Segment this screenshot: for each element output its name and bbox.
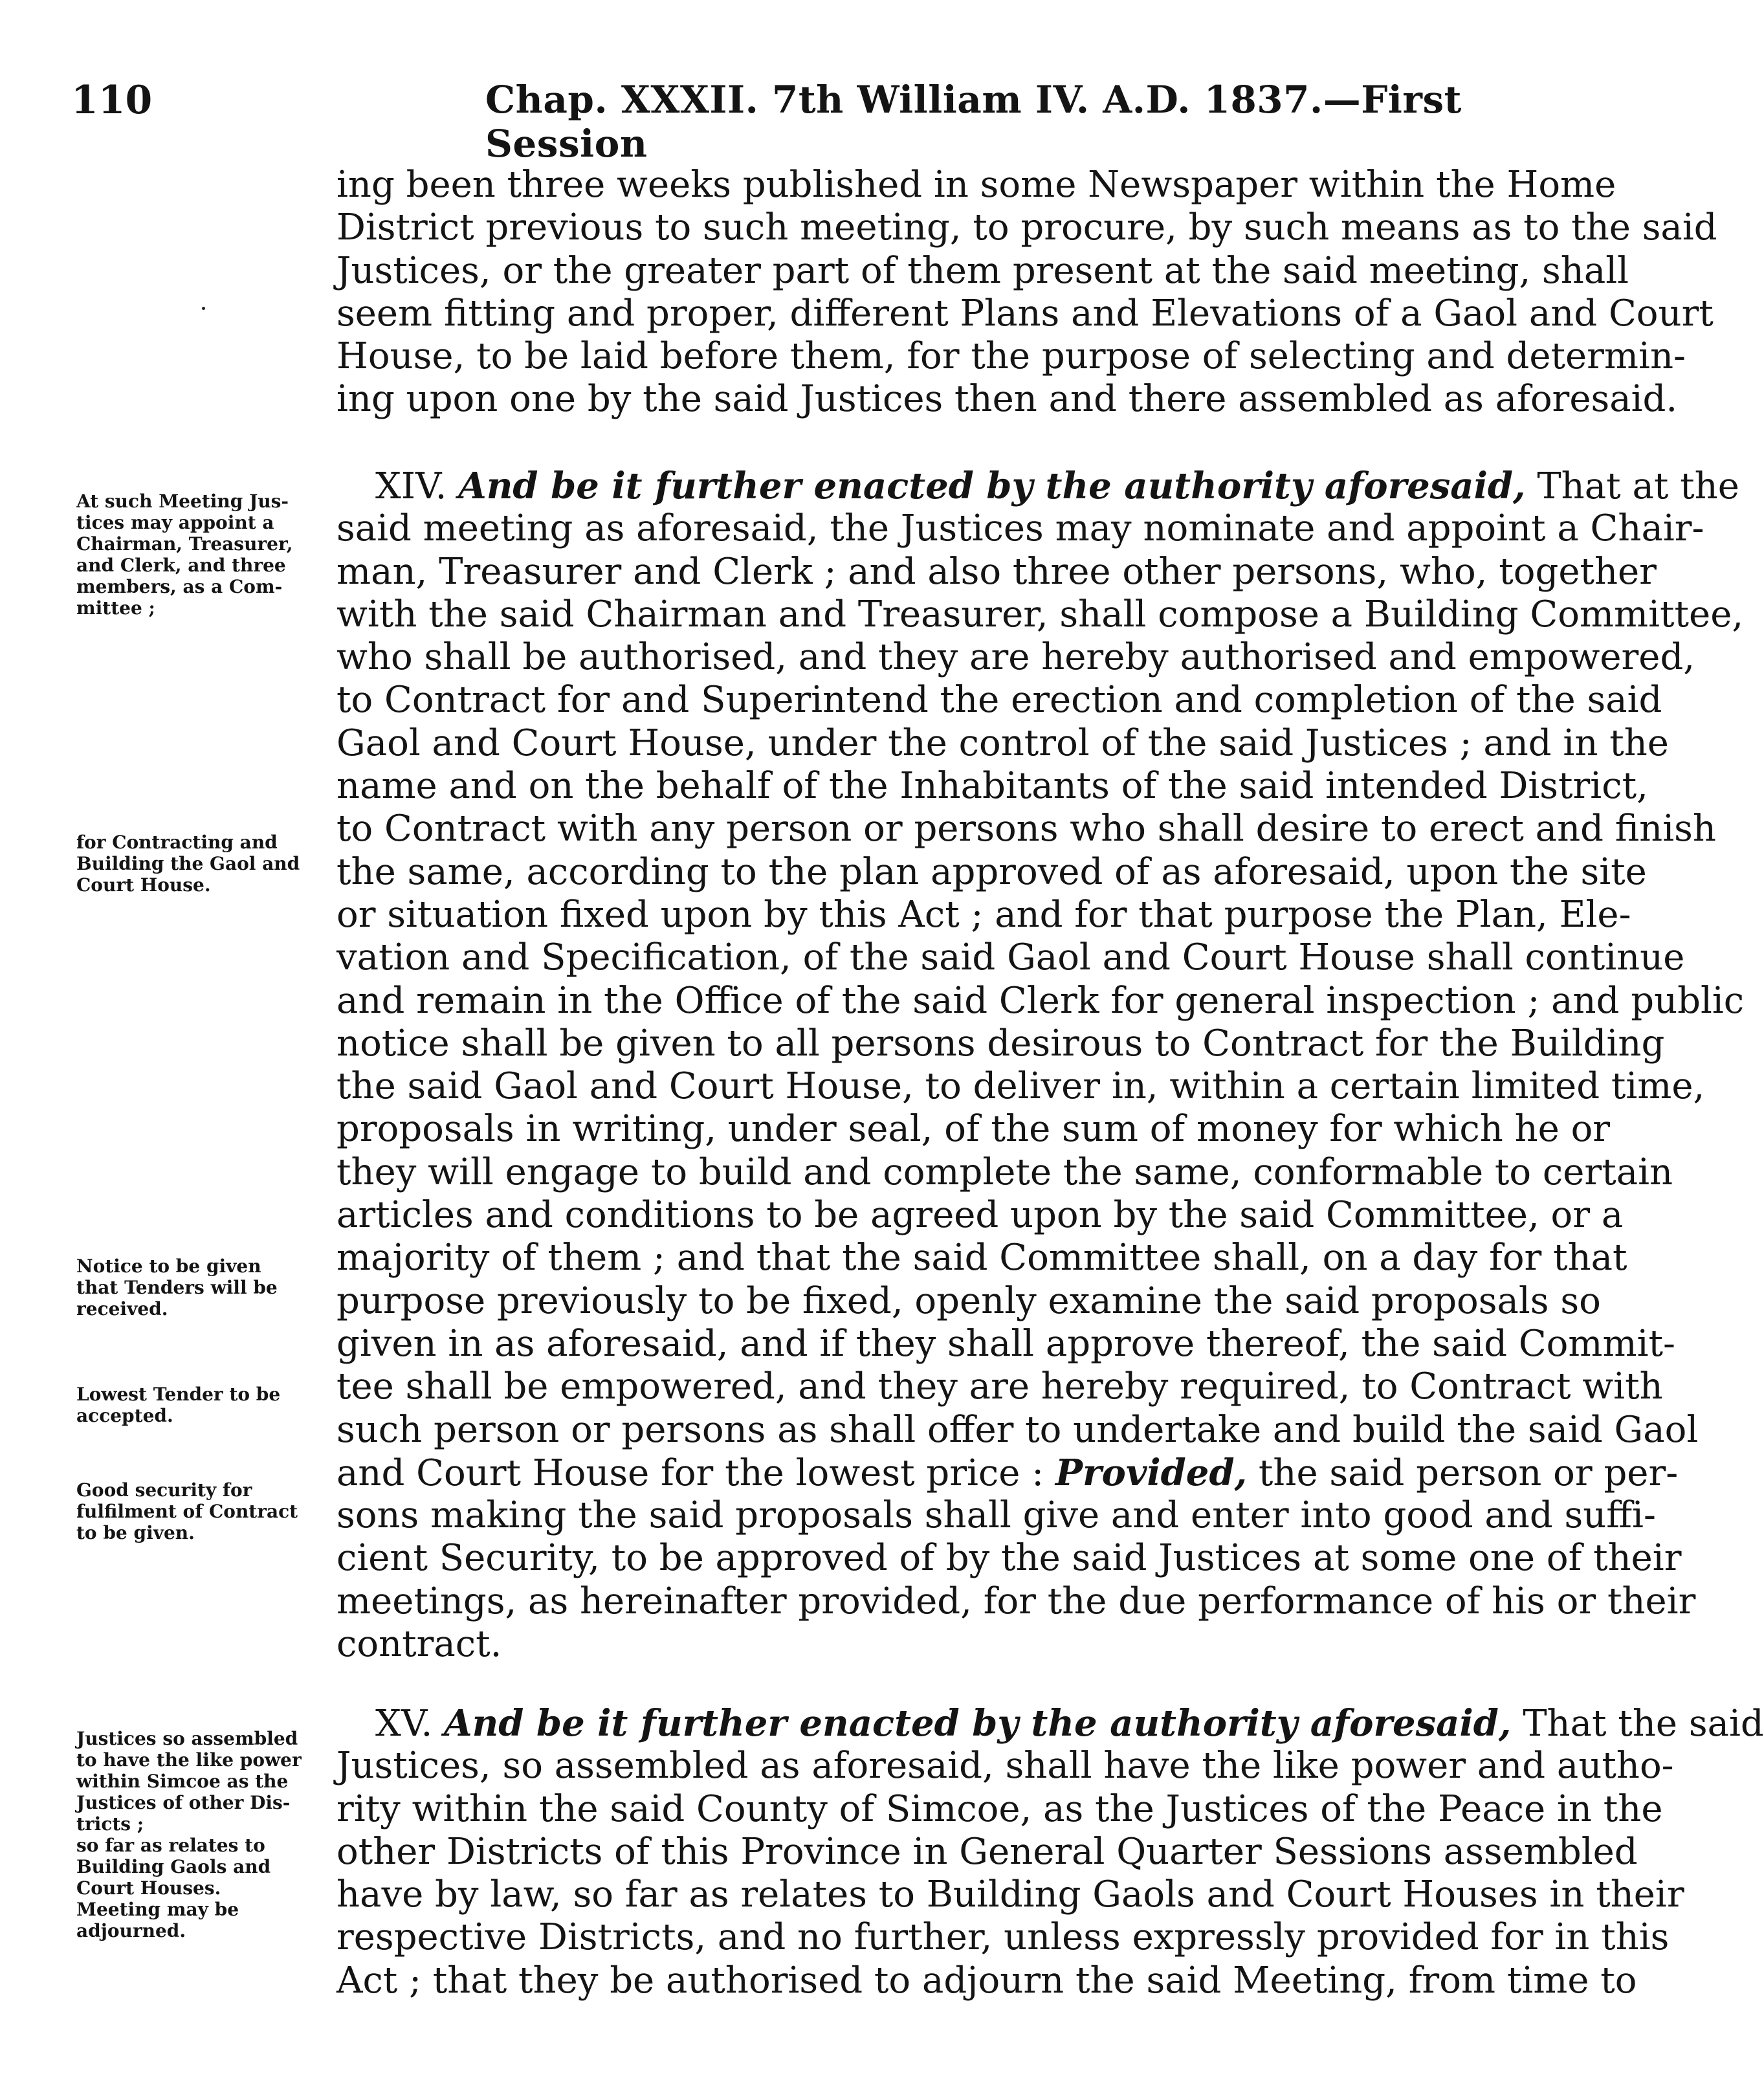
text-line: tee shall be empowered, and they are hereby required, to Contract with	[336, 1365, 1663, 1408]
section-xv	[336, 1702, 1764, 2002]
text-line: notice shall be given to all persons desirous to Contract for the Building	[336, 1022, 1665, 1065]
text-line: given in as aforesaid, and if they shall approve thereof, the said Commit-	[336, 1322, 1675, 1365]
paragraph-continuation	[336, 164, 1717, 421]
text-line: Gaol and Court House, under the control of the said Justices ; and in the	[336, 722, 1669, 764]
margin-note-line: fulfilment of Contract	[76, 1501, 298, 1522]
text-line: proposals in writing, under seal, of the sum of money for which he or	[336, 1108, 1611, 1151]
margin-note-line: At such Meeting Jus-	[76, 491, 289, 512]
margin-note-line: tices may appoint a	[76, 512, 274, 533]
margin-note-line: Court Houses.	[76, 1877, 221, 1899]
margin-note-notice	[76, 1255, 335, 1320]
margin-note-line: so far as relates to	[76, 1835, 265, 1856]
margin-note-committee	[76, 491, 335, 619]
text-line: purpose previously to be fixed, openly examine the said proposals so	[336, 1279, 1601, 1322]
text-line: said meeting as aforesaid, the Justices may nominate and appoint a Chair-	[336, 507, 1704, 550]
proviso-word: Provided,	[1055, 1451, 1248, 1494]
margin-note-line: within Simcoe as the	[76, 1771, 289, 1792]
text-line: have by law, so far as relates to Building Gaols and Court Houses in their	[336, 1873, 1684, 1916]
section-xv-opening	[336, 1702, 1764, 1745]
section-xiv-opening	[336, 465, 1739, 507]
text-line: respective Districts, and no further, unless expressly provided for in this	[336, 1916, 1670, 1959]
text-line: name and on the behalf of the Inhabitants of the said intended District,	[336, 765, 1648, 808]
text-line: House, to be laid before them, for the purpose of selecting and determin-	[336, 335, 1686, 378]
opening-rest: That the said	[1523, 1703, 1764, 1745]
section-number: XV.	[375, 1703, 433, 1745]
text-line: majority of them ; and that the said Committee shall, on a day for that	[336, 1237, 1627, 1279]
enacting-clause: And be it further enacted by the authority aforesaid,	[444, 1702, 1512, 1745]
enacting-clause: And be it further enacted by the authority aforesaid,	[458, 465, 1526, 507]
text-line: sons making the said proposals shall give and enter into good and suffi-	[336, 1494, 1656, 1537]
margin-note-line: Building Gaols and	[76, 1856, 271, 1877]
margin-note-line: Building the Gaol and	[76, 853, 300, 874]
text-line: ing been three weeks published in some Newspaper within the Home	[336, 164, 1616, 206]
proviso-before: and Court House for the lowest price :	[336, 1452, 1055, 1494]
margin-note-line: that Tenders will be	[76, 1277, 278, 1298]
margin-note-lowest-tender	[76, 1384, 335, 1426]
margin-note-line: members, as a Com-	[76, 576, 283, 597]
text-line: the said Gaol and Court House, to deliver in, within a certain limited time,	[336, 1065, 1705, 1108]
margin-note-line: accepted.	[76, 1405, 173, 1426]
margin-note-justices-power	[76, 1728, 335, 1941]
proviso-line	[336, 1451, 1679, 1494]
section-xiv	[336, 465, 1745, 1666]
stray-mark	[202, 307, 205, 310]
margin-note-line: received.	[76, 1298, 168, 1320]
margin-note-line: adjourned.	[76, 1920, 186, 1941]
text-line: to Contract with any person or persons who shall desire to erect and finish	[336, 808, 1716, 850]
margin-note-line: for Contracting and	[76, 832, 278, 853]
text-line: who shall be authorised, and they are hereby authorised and empowered,	[336, 636, 1695, 679]
text-line: Justices, or the greater part of them present at the said meeting, shall	[336, 249, 1629, 292]
page-header	[71, 78, 1600, 166]
margin-note-security	[76, 1479, 335, 1543]
margin-note-line: Court House.	[76, 874, 211, 896]
text-line: such person or persons as shall offer to undertake and build the said Gaol	[336, 1408, 1699, 1451]
text-line: and remain in the Office of the said Clerk for general inspection ; and public	[336, 979, 1745, 1022]
text-line: seem fitting and proper, different Plans and Elevations of a Gaol and Court	[336, 292, 1714, 335]
margin-note-line: Justices so assembled	[76, 1728, 298, 1749]
text-line: other Districts of this Province in General Quarter Sessions assembled	[336, 1830, 1638, 1873]
margin-note-line: Notice to be given	[76, 1255, 261, 1277]
text-line: vation and Specification, of the said Gaol and Court House shall continue	[336, 936, 1685, 979]
running-title: Chap. XXXII. 7th William IV. A.D. 1837.—First Session	[485, 78, 1462, 166]
page-number: 110	[71, 78, 153, 123]
text-line: cient Security, to be approved of by the said Justices at some one of their	[336, 1537, 1682, 1580]
text-line: the same, according to the plan approved of as aforesaid, upon the site	[336, 850, 1647, 893]
text-line: Act ; that they be authorised to adjourn the said Meeting, from time to	[336, 1959, 1637, 2002]
proviso-after: the said person or per-	[1247, 1452, 1679, 1494]
margin-note-line: Chairman, Treasurer,	[76, 533, 293, 555]
margin-note-line: mittee ;	[76, 597, 155, 619]
margin-note-line: to be given.	[76, 1522, 195, 1543]
margin-note-line: Good security for	[76, 1479, 252, 1501]
margin-note-line: Lowest Tender to be	[76, 1384, 281, 1405]
text-line: they will engage to build and complete the same, conformable to certain	[336, 1151, 1673, 1193]
text-line: with the said Chairman and Treasurer, shall compose a Building Committee,	[336, 593, 1744, 636]
text-line: meetings, as hereinafter provided, for the due performance of his or their	[336, 1580, 1696, 1622]
text-line: rity within the said County of Simcoe, as the Justices of the Peace in the	[336, 1787, 1663, 1830]
margin-note-line: Meeting may be	[76, 1899, 239, 1920]
text-line: contract.	[336, 1623, 502, 1666]
text-line: District previous to such meeting, to procure, by such means as to the said	[336, 206, 1717, 249]
text-line: or situation fixed upon by this Act ; and for that purpose the Plan, Ele-	[336, 893, 1631, 936]
text-line: to Contract for and Superintend the erection and completion of the said	[336, 679, 1662, 722]
margin-note-line: to have the like power	[76, 1749, 302, 1771]
margin-note-contracting	[76, 832, 335, 896]
text-line: Justices, so assembled as aforesaid, shall have the like power and autho-	[336, 1745, 1674, 1787]
text-line: articles and conditions to be agreed upon by the said Committee, or a	[336, 1194, 1624, 1237]
opening-rest: That at the	[1537, 465, 1739, 507]
margin-note-line: and Clerk, and three	[76, 555, 286, 576]
text-line: man, Treasurer and Clerk ; and also three other persons, who, together	[336, 550, 1657, 593]
text-line: ing upon one by the said Justices then and there assembled as aforesaid.	[336, 378, 1678, 421]
margin-note-line: Justices of other Dis-	[76, 1792, 291, 1813]
section-number: XIV.	[375, 465, 447, 507]
margin-note-line: tricts ;	[76, 1813, 144, 1835]
